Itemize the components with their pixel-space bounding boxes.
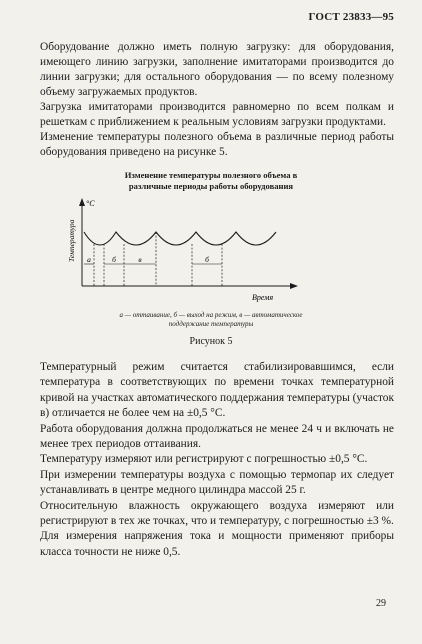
x-axis-arrow [290,283,298,289]
figure-title-line2: различные периоды работы оборудования [128,181,294,191]
paragraph-instruments: Для измерения напряжения тока и мощности применяют приборы класса точности не ниже 0,5. [40,530,394,558]
segment-label-v: в [138,255,142,264]
standard-header: ГОСТ 23833—95 [308,11,394,23]
figure-title-line1: Изменение температуры полезного объема в [124,170,298,180]
figure-title [0,170,422,192]
intro-block [40,40,394,160]
temperature-figure [62,192,302,308]
paragraph-stabilization: Температурный режим считается стабилизировавшимся, если температура в соответствующих по времени точках температурной кривой на участках автоматического поддержания температуры (участок в) отличается не более чем на ±0,5 °С. [40,361,394,420]
segment-label-b2: б [205,255,209,264]
paragraph-thermocouple: При измерении температуры воздуха с помощью термопар их следует устанавливать в центре медного цилиндра массой 25 г. [40,468,394,497]
y-axis-label: Температура [67,219,76,262]
figure-caption: Рисунок 5 [189,336,233,347]
legend-line2: поддержание температуры [168,320,254,328]
paragraph-temperature-accuracy: Температуру измеряют или регистрируют с погрешностью ±0,5 °С. [40,453,368,466]
paragraph-humidity: Относительную влажность окружающего воздуха измеряют или регистрируют в тех же точках, что и температуру, с погрешностью ±3 %. [40,499,394,528]
segment-label-a: а [87,255,91,264]
segment-label-b: б [112,255,116,264]
y-axis-arrow [79,198,85,206]
paragraph-simulator-load: Загрузка имитаторами производится равномерно по всем полкам и решеткам с приближением к реальным условиям загрузки продуктами. [40,101,394,128]
paragraph-duration: Работа оборудования должна продолжаться не менее 24 ч и включать не менее трех периодов оттаивания. [40,422,394,451]
figure-legend [0,311,422,329]
x-axis-label: Время [252,293,274,302]
y-unit-label: °С [86,199,95,208]
legend-line1: а — оттаивание, б — выход на режим, в — автоматическое [119,311,303,319]
body-block [40,360,394,560]
page-number: 29 [376,598,386,609]
paragraph-equipment-load: Оборудование должно иметь полную загрузку: для оборудования, имеющего линию загрузки, заполнение имитаторами производится до линии загрузки; для остального оборудования — по всему полезному объему загружаемых продуктов. [40,41,394,98]
temperature-curve [84,232,276,245]
paragraph-figure-reference: Изменение температуры полезного объема в различные период работы оборудования приведено на рисунке 5. [40,131,394,158]
